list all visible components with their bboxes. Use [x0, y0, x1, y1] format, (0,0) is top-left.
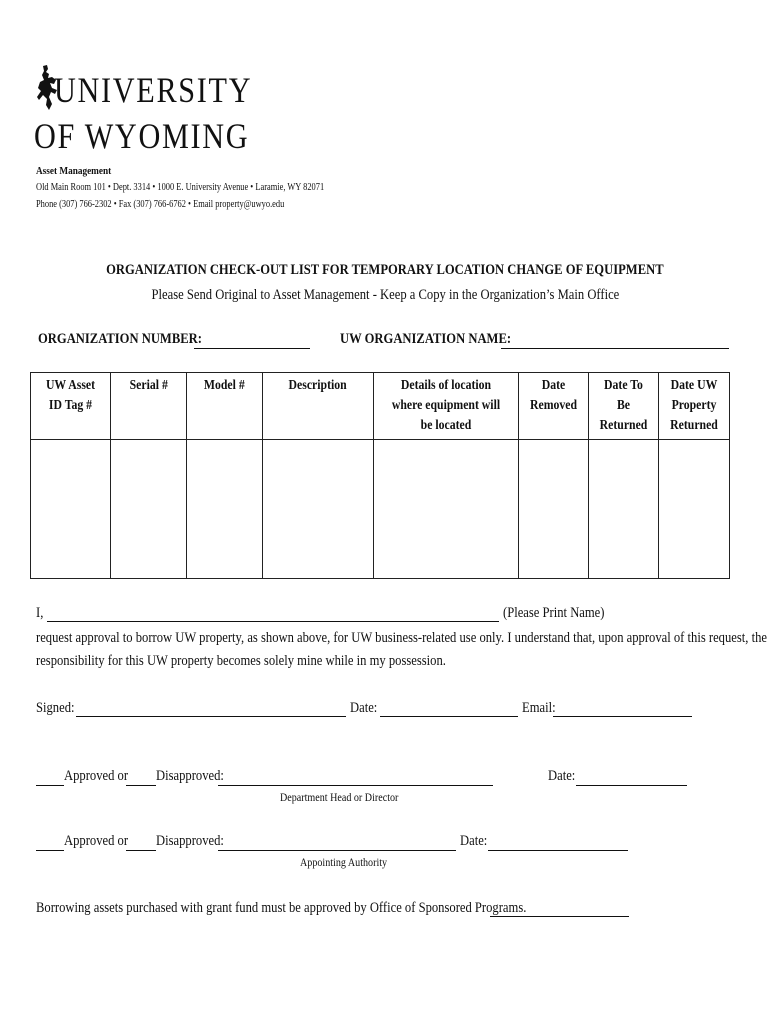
signed-label: Signed: — [36, 700, 75, 716]
table-cell[interactable] — [31, 440, 111, 579]
table-cell[interactable] — [187, 440, 263, 579]
table-cell[interactable] — [111, 440, 187, 579]
signed-date-label: Date: — [350, 700, 378, 716]
organization-number-field[interactable] — [194, 348, 310, 349]
column-header: Date Removed — [519, 373, 589, 440]
column-header: Date To Be Returned — [589, 373, 659, 440]
table-row — [31, 440, 730, 579]
organization-name-label: UW ORGANIZATION NAME: — [340, 331, 512, 347]
print-name-field[interactable] — [47, 621, 499, 622]
approval-date-label-2: Date: — [460, 833, 488, 849]
approved-check-1[interactable] — [36, 785, 64, 786]
i-label: I, — [36, 605, 44, 621]
statement-line-1: request approval to borrow UW property, as shown above, for UW business-related use only. I understand that, upon approval of this request, the — [36, 630, 767, 646]
approved-label-1: Approved or — [64, 768, 129, 784]
organization-name-field[interactable] — [501, 348, 729, 349]
department-name: Asset Management — [36, 165, 112, 177]
approved-label-2: Approved or — [64, 833, 129, 849]
approval-date-field-1[interactable] — [576, 785, 687, 786]
email-field[interactable] — [553, 716, 692, 717]
approval-caption-2: Appointing Authority — [300, 855, 388, 869]
department-address: Old Main Room 101 • Dept. 3314 • 1000 E. University Avenue • Laramie, WY 82071 — [36, 182, 325, 193]
department-head-signature-field[interactable] — [218, 785, 493, 786]
disapproved-check-1[interactable] — [126, 785, 156, 786]
disapproved-label-1: Disapproved: — [156, 768, 224, 784]
form-title: ORGANIZATION CHECK-OUT LIST FOR TEMPORARY LOCATION CHANGE OF EQUIPMENT — [106, 262, 664, 278]
table-cell[interactable] — [519, 440, 589, 579]
approved-check-2[interactable] — [36, 850, 64, 851]
column-header: Serial # — [111, 373, 187, 440]
form-subtitle: Please Send Original to Asset Management - Keep a Copy in the Organization’s Main Office — [151, 287, 619, 303]
column-header: Date UW Property Returned — [659, 373, 730, 440]
signature-field[interactable] — [76, 716, 346, 717]
logo-line-2: OF WYOMING — [34, 116, 250, 156]
approval-date-field-2[interactable] — [488, 850, 628, 851]
organization-number-label: ORGANIZATION NUMBER: — [38, 331, 202, 347]
sponsored-programs-approval-field[interactable] — [490, 916, 629, 917]
column-header: Description — [263, 373, 374, 440]
grant-note: Borrowing assets purchased with grant fund must be approved by Office of Sponsored Programs. — [36, 900, 527, 916]
logo-line-1: UNIVERSITY — [54, 70, 253, 110]
university-logo — [34, 64, 253, 156]
table-cell[interactable] — [659, 440, 730, 579]
approval-date-label-1: Date: — [548, 768, 576, 784]
column-header: UW Asset ID Tag # — [31, 373, 111, 440]
table-header-row — [31, 373, 730, 440]
disapproved-label-2: Disapproved: — [156, 833, 224, 849]
statement-line-2: responsibility for this UW property becomes solely mine while in my possession. — [36, 653, 446, 669]
column-header: Model # — [187, 373, 263, 440]
email-label: Email: — [522, 700, 556, 716]
equipment-table — [30, 372, 730, 579]
column-header: Details of location where equipment will be located — [374, 373, 519, 440]
print-name-caption: (Please Print Name) — [503, 605, 605, 621]
table-cell[interactable] — [263, 440, 374, 579]
disapproved-check-2[interactable] — [126, 850, 156, 851]
signed-date-field[interactable] — [380, 716, 518, 717]
approval-caption-1: Department Head or Director — [280, 790, 399, 804]
table-cell[interactable] — [374, 440, 519, 579]
table-cell[interactable] — [589, 440, 659, 579]
appointing-authority-signature-field[interactable] — [218, 850, 456, 851]
department-contact: Phone (307) 766-2302 • Fax (307) 766-6762 • Email property@uwyo.edu — [36, 199, 285, 210]
